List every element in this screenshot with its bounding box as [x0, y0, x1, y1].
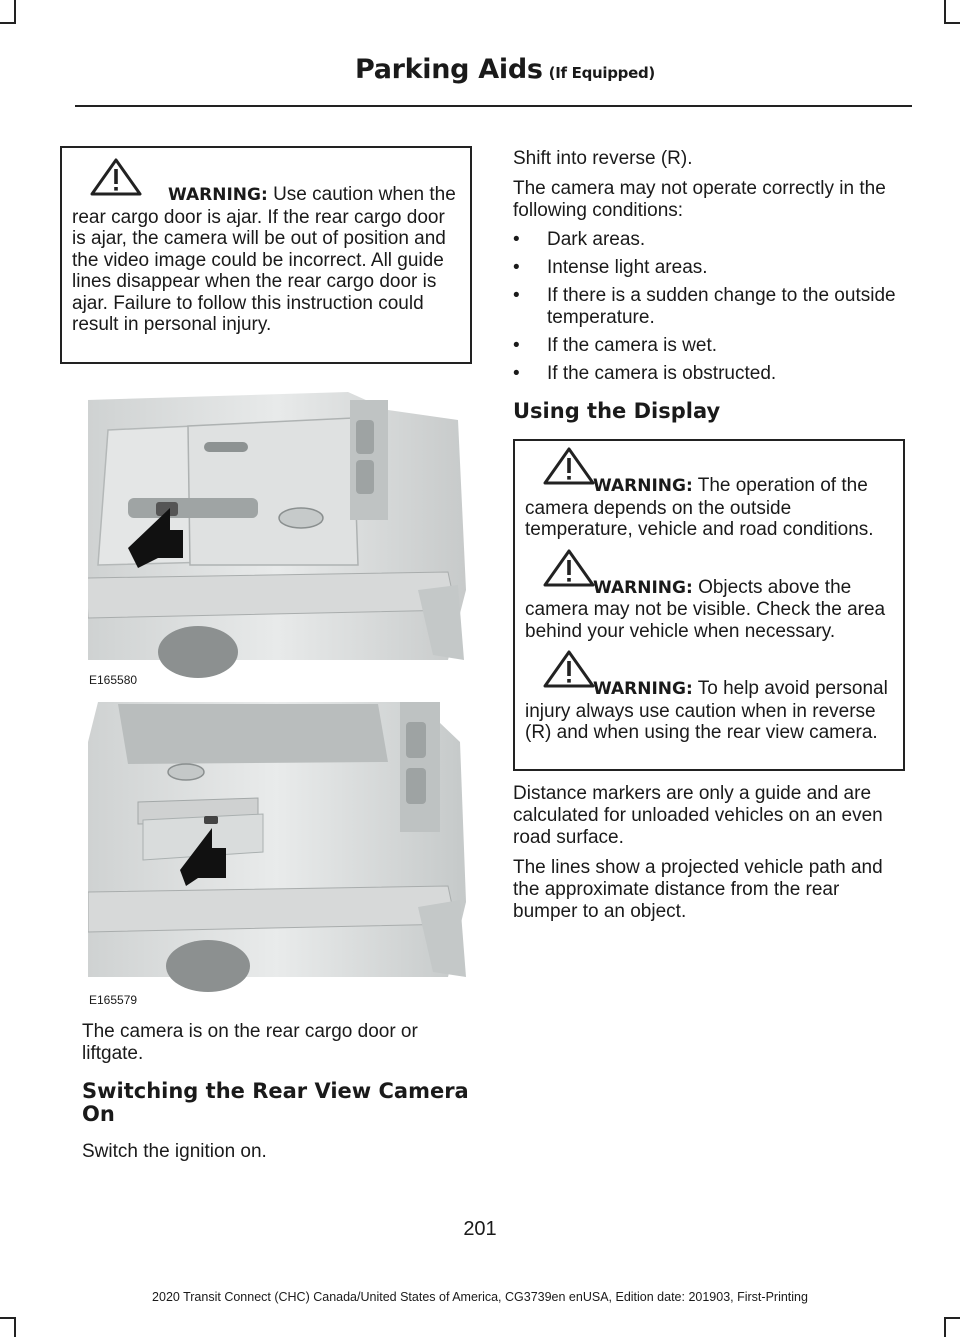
warning-text: [525, 475, 893, 541]
footer-text: 2020 Transit Connect (CHC) Canada/United States of America, CG3739en enUSA, Edition date: 201903, First-Printing: [152, 1290, 808, 1304]
warning-lead: WARNING:: [168, 185, 268, 205]
list-item: • Intense light areas.: [513, 257, 708, 278]
header-rule: [75, 105, 912, 107]
crop-mark: [944, 1317, 960, 1319]
warning-body: Objects above the camera may not be visible. Check the area behind your vehicle when necessary.: [525, 576, 886, 642]
conditions-intro-text: The camera may not operate correctly in the following conditions:: [513, 178, 886, 221]
warning-text: [525, 678, 893, 744]
ignition-text: Switch the ignition on.: [82, 1141, 267, 1162]
warning-body: To help avoid personal injury always use caution when in reverse (R) and when using the rear view camera.: [525, 678, 888, 743]
conditions-list: [513, 229, 903, 391]
crop-mark: [944, 22, 960, 24]
list-item: • If there is a sudden change to the outside temperature.: [513, 285, 896, 328]
figure-van-rear-cargo-door: [88, 390, 468, 690]
warning-lead: WARNING:: [593, 476, 693, 496]
crop-mark: [14, 1317, 16, 1337]
section-heading-switching-on: Switching the Rear View Camera On: [82, 1079, 469, 1126]
warning-text: [72, 184, 460, 336]
crop-mark: [14, 0, 16, 24]
warning-box-display: [513, 439, 905, 771]
distance-markers-text: Distance markers are only a guide and are calculated for unloaded vehicles on an even road surface.: [513, 783, 883, 848]
warning-body: The operation of the camera depends on the outside temperature, vehicle and road conditions.: [525, 475, 874, 540]
camera-location-text: The camera is on the rear cargo door or liftgate.: [82, 1021, 418, 1064]
list-item: • If the camera is wet.: [513, 335, 718, 356]
warning-lead: WARNING:: [593, 577, 693, 598]
warning-lead: WARNING:: [593, 679, 693, 699]
page-title: [355, 54, 655, 85]
crop-mark: [0, 22, 16, 24]
figure-label: E165579: [89, 993, 138, 1007]
warning-box-cargo-door: [60, 146, 472, 364]
projected-path-text: The lines show a projected vehicle path and the approximate distance from the rear bumper to an object.: [513, 857, 883, 922]
list-item: • If the camera is obstructed.: [513, 363, 777, 384]
crop-mark: [944, 0, 946, 24]
crop-mark: [0, 1317, 16, 1319]
section-heading-using-display: Using the Display: [513, 399, 721, 423]
page-title-main: Parking Aids: [354, 54, 543, 85]
crop-mark: [944, 1317, 946, 1337]
page-title-subtitle: (If Equipped): [548, 64, 655, 82]
shift-reverse-text: Shift into reverse (R).: [513, 148, 693, 169]
page-number: 201: [463, 1218, 497, 1240]
warning-body: Use caution when the rear cargo door is ajar. If the rear cargo door is ajar, the camera will be out of position and the video image could be incorrect. All guide lines disappear when the rear cargo door is ajar. Failure to follow this instruction could result in personal injury.: [72, 184, 456, 335]
figure-van-liftgate: [88, 702, 468, 1002]
warning-text: [525, 577, 893, 643]
figure-label: E165580: [89, 673, 138, 687]
list-item: • Dark areas.: [513, 229, 646, 250]
